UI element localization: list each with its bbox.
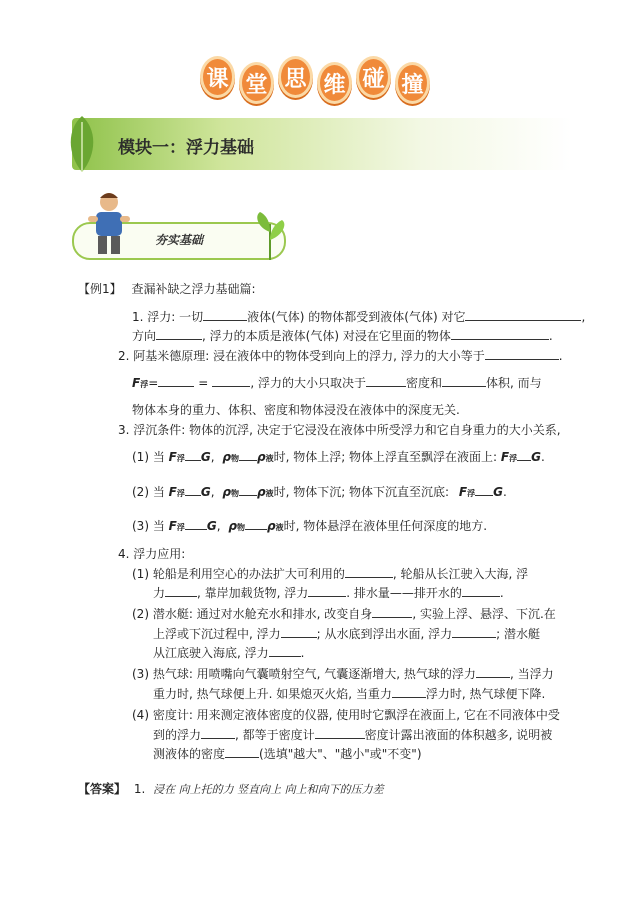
example-tag: 【例1】 查漏补缺之浮力基础篇: <box>78 282 256 296</box>
condition-2: (2) 当 F浮 G, ρ物 ρ液时, 物体下沉; 物体下沉直至沉底: F浮 G. <box>132 485 507 499</box>
application-1-line-2: 力 , 靠岸加载货物, 浮力 . 排水量——排开水的 . <box>153 586 504 600</box>
item-2-line-2: F浮= = , 浮力的大小只取决于 密度和 体积, 而与 <box>132 376 542 390</box>
title-char: 撞 <box>395 62 430 104</box>
title-char: 维 <box>317 62 352 104</box>
item-1-line-2: 方向 , 浮力的本质是液体(气体) 对浸在它里面的物体 . <box>132 329 553 343</box>
answer-text: 浸在 向上托的力 竖直向上 向上和向下的压力差 <box>153 783 384 796</box>
title-char: 课 <box>200 56 235 98</box>
application-3-line-2: 重力时, 热气球便上升. 如果熄灭火焰, 当重力 浮力时, 热气球便下降. <box>153 687 546 701</box>
answer-line: 【答案】 1. 浸在 向上托的力 竖直向上 向上和向下的压力差 <box>78 782 384 796</box>
condition-1: (1) 当 F浮 G, ρ物 ρ液时, 物体上浮; 物体上浮直至飘浮在液面上: F浮 G. <box>132 450 545 464</box>
application-2-line-2: 上浮或下沉过程中, 浮力 ; 从水底到浮出水面, 浮力 ; 潜水艇 <box>153 627 540 641</box>
title-char: 思 <box>278 56 313 98</box>
application-4-line-1: (4) 密度计: 用来测定液体密度的仪器, 使用时它飘浮在液面上, 它在不同液体中受 <box>132 708 560 722</box>
item-4-title: 4. 浮力应用: <box>118 547 186 561</box>
application-3-line-1: (3) 热气球: 用喷嘴向气囊喷射空气, 气囊逐渐增大, 热气球的浮力 , 当浮力 <box>132 667 554 681</box>
application-1-line-1: (1) 轮船是利用空心的办法扩大可利用的 , 轮船从长江驶入大海, 浮 <box>132 567 529 581</box>
item-2-line-1: 2. 阿基米德原理: 浸在液体中的物体受到向上的浮力, 浮力的大小等于 . <box>118 349 563 363</box>
item-1-line-1: 1. 浮力: 一切 液体(气体) 的物体都受到液体(气体) 对它 , <box>132 310 586 324</box>
title-char: 堂 <box>239 62 274 104</box>
person-icon <box>84 190 134 256</box>
application-2-line-1: (2) 潜水艇: 通过对水舱充水和排水, 改变自身 , 实验上浮、悬浮、下沉.在 <box>132 607 556 621</box>
answer-tag: 【答案】 <box>78 782 127 796</box>
condition-3: (3) 当 F浮 G, ρ物 ρ液时, 物体悬浮在液体里任何深度的地方. <box>132 519 488 533</box>
item-2-line-3: 物体本身的重力、体积、密度和物体浸没在液体中的深度无关. <box>132 403 460 417</box>
page-title-banner <box>200 56 430 100</box>
sprout-icon <box>250 210 290 260</box>
leaf-icon <box>62 114 102 174</box>
section-badge-label: 夯实基础 <box>155 233 204 247</box>
application-2-line-3: 从江底驶入海底, 浮力 . <box>153 646 305 660</box>
application-4-line-3: 测液体的密度 (选填"越大"、"越小"或"不变") <box>153 747 422 761</box>
item-3-line-1: 3. 浮沉条件: 物体的沉浮, 决定于它浸没在液体中所受浮力和它自身重力的大小关系, <box>118 423 561 437</box>
application-4-line-2: 到的浮力 , 都等于密度计 密度计露出液面的体积越多, 说明被 <box>153 728 553 742</box>
example-intro: 查漏补缺之浮力基础篇: <box>131 282 256 296</box>
title-char: 碰 <box>356 56 391 98</box>
module-title: 模块一：浮力基础 <box>118 138 254 158</box>
